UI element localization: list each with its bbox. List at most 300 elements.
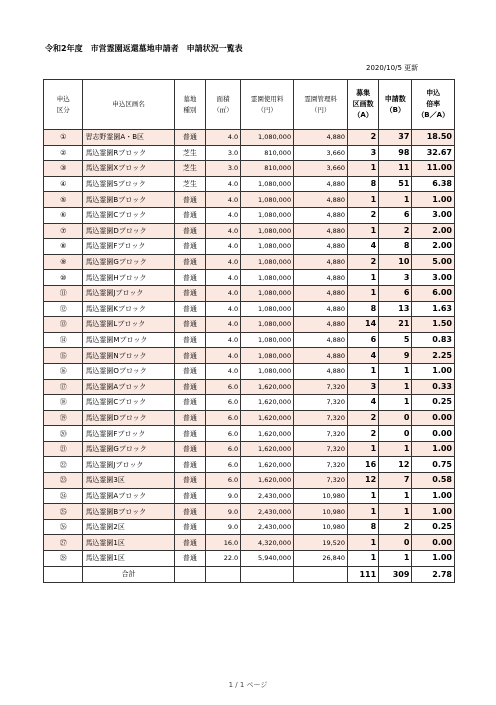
row-ratio: 11.00 [412,161,455,177]
row-mgmt: 3,660 [294,145,348,161]
table-row [44,161,455,177]
row-a: 1 [348,551,379,567]
row-no: ⑬ [44,317,83,333]
row-fee: 1,080,000 [241,223,294,239]
row-a: 1 [348,223,379,239]
row-a: 2 [348,130,379,146]
row-name: 馬込霊園Gブロック [83,441,174,457]
table-row [44,207,455,223]
row-ratio: 0.25 [412,519,455,535]
row-no: ㉖ [44,519,83,535]
row-a: 1 [348,270,379,286]
row-mgmt: 4,880 [294,192,348,208]
row-b: 1 [379,379,412,395]
table-row [44,301,455,317]
row-area: 4.0 [205,176,240,192]
row-b: 2 [379,519,412,535]
row-name: 馬込霊園Rブロック [83,145,174,161]
table-row [44,363,455,379]
row-name: 馬込霊園Dブロック [83,223,174,239]
row-b: 1 [379,488,412,504]
row-a: 1 [348,535,379,551]
row-type: 普通 [174,317,205,333]
row-area: 4.0 [205,285,240,301]
row-type: 普通 [174,504,205,520]
row-type: 普通 [174,301,205,317]
row-mgmt: 4,880 [294,332,348,348]
row-fee: 1,620,000 [241,473,294,489]
row-area: 4.0 [205,348,240,364]
row-a: 1 [348,441,379,457]
row-fee: 2,430,000 [241,488,294,504]
row-mgmt: 4,880 [294,254,348,270]
row-ratio: 0.33 [412,379,455,395]
row-name: 馬込霊園Kブロック [83,301,174,317]
total-empty-cell [294,566,348,582]
row-type: 芝生 [174,176,205,192]
row-area: 4.0 [205,130,240,146]
table-row [44,285,455,301]
row-name: 馬込霊園Jブロック [83,457,174,473]
row-name: 馬込霊園Aブロック [83,379,174,395]
row-fee: 1,620,000 [241,457,294,473]
row-ratio: 1.00 [412,441,455,457]
row-mgmt: 3,660 [294,161,348,177]
header-name: 申込区画名 [83,80,174,130]
row-b: 8 [379,239,412,255]
row-name: 馬込霊園1区 [83,551,174,567]
header-bairitsu: 申込 倍率 （B／A） [412,80,455,130]
total-empty-cell [241,566,294,582]
row-mgmt: 4,880 [294,239,348,255]
row-no: ⑳ [44,426,83,442]
row-mgmt: 7,320 [294,379,348,395]
row-fee: 810,000 [241,161,294,177]
row-area: 6.0 [205,473,240,489]
row-a: 1 [348,192,379,208]
row-no: ② [44,145,83,161]
row-mgmt: 4,880 [294,285,348,301]
row-b: 51 [379,176,412,192]
row-area: 4.0 [205,207,240,223]
row-area: 4.0 [205,270,240,286]
row-fee: 1,620,000 [241,379,294,395]
row-area: 6.0 [205,426,240,442]
row-mgmt: 7,320 [294,473,348,489]
row-ratio: 6.00 [412,285,455,301]
row-type: 普通 [174,551,205,567]
header-kubun: 申込 区分 [44,80,83,130]
row-fee: 1,080,000 [241,130,294,146]
row-ratio: 1.00 [412,504,455,520]
row-fee: 1,080,000 [241,332,294,348]
row-type: 普通 [174,488,205,504]
table-row [44,473,455,489]
row-area: 16.0 [205,535,240,551]
row-a: 1 [348,161,379,177]
row-ratio: 0.25 [412,395,455,411]
row-mgmt: 7,320 [294,395,348,411]
row-type: 普通 [174,410,205,426]
row-b: 1 [379,551,412,567]
row-a: 1 [348,363,379,379]
row-fee: 1,080,000 [241,270,294,286]
row-type: 普通 [174,519,205,535]
row-name: 馬込霊園Xブロック [83,161,174,177]
row-fee: 1,620,000 [241,426,294,442]
row-area: 4.0 [205,332,240,348]
total-a: 111 [348,566,379,582]
row-area: 22.0 [205,551,240,567]
row-mgmt: 4,880 [294,223,348,239]
header-kanriryo: 霊園管理料 （円） [294,80,348,130]
row-ratio: 0.58 [412,473,455,489]
row-name: 馬込霊園Mブロック [83,332,174,348]
row-b: 0 [379,410,412,426]
table-row [44,488,455,504]
row-type: 芝生 [174,145,205,161]
row-area: 4.0 [205,239,240,255]
row-fee: 1,080,000 [241,254,294,270]
row-ratio: 0.00 [412,426,455,442]
row-type: 普通 [174,457,205,473]
table-row [44,223,455,239]
row-no: ⑩ [44,270,83,286]
row-ratio: 2.25 [412,348,455,364]
row-ratio: 1.00 [412,192,455,208]
application-status-table [43,79,455,583]
row-type: 普通 [174,379,205,395]
table-row [44,130,455,146]
row-b: 1 [379,441,412,457]
table-row [44,317,455,333]
row-ratio: 1.00 [412,363,455,379]
row-no: ⑫ [44,301,83,317]
row-b: 1 [379,395,412,411]
row-a: 2 [348,426,379,442]
row-ratio: 2.00 [412,223,455,239]
table-row [44,348,455,364]
total-ratio: 2.78 [412,566,455,582]
row-type: 普通 [174,426,205,442]
row-b: 7 [379,473,412,489]
row-no: ⑮ [44,348,83,364]
row-ratio: 32.67 [412,145,455,161]
row-b: 1 [379,363,412,379]
row-a: 3 [348,145,379,161]
row-mgmt: 10,980 [294,519,348,535]
row-a: 3 [348,379,379,395]
row-area: 9.0 [205,519,240,535]
row-name: 馬込霊園Nブロック [83,348,174,364]
row-no: ⑧ [44,239,83,255]
row-type: 普通 [174,535,205,551]
table-row [44,504,455,520]
row-name: 馬込霊園3区 [83,473,174,489]
table-row [44,410,455,426]
row-no: ⑨ [44,254,83,270]
total-label: 合計 [83,566,174,582]
row-fee: 1,620,000 [241,441,294,457]
row-area: 4.0 [205,223,240,239]
table-header-row [44,80,455,130]
total-row [44,566,455,582]
total-empty-cell [44,566,83,582]
row-type: 普通 [174,192,205,208]
row-area: 6.0 [205,457,240,473]
header-shinsei: 申請数 （B） [379,80,412,130]
row-area: 3.0 [205,145,240,161]
row-type: 普通 [174,395,205,411]
row-type: 普通 [174,270,205,286]
row-type: 普通 [174,348,205,364]
row-b: 98 [379,145,412,161]
row-ratio: 3.00 [412,207,455,223]
table-row [44,332,455,348]
row-a: 1 [348,488,379,504]
row-area: 6.0 [205,441,240,457]
row-area: 6.0 [205,410,240,426]
row-fee: 1,080,000 [241,239,294,255]
row-mgmt: 10,980 [294,504,348,520]
row-no: ⑯ [44,363,83,379]
row-b: 10 [379,254,412,270]
row-type: 普通 [174,207,205,223]
row-fee: 1,080,000 [241,363,294,379]
row-no: ㉕ [44,504,83,520]
row-ratio: 18.50 [412,130,455,146]
row-area: 4.0 [205,363,240,379]
row-fee: 1,080,000 [241,176,294,192]
header-shubetsu: 墓地 種別 [174,80,205,130]
row-ratio: 1.50 [412,317,455,333]
row-name: 馬込霊園Gブロック [83,254,174,270]
row-no: ㉒ [44,457,83,473]
row-mgmt: 4,880 [294,348,348,364]
row-a: 6 [348,332,379,348]
row-no: ④ [44,176,83,192]
table-row [44,239,455,255]
row-no: ⑤ [44,192,83,208]
row-b: 1 [379,192,412,208]
row-area: 4.0 [205,301,240,317]
row-b: 21 [379,317,412,333]
row-no: ㉓ [44,473,83,489]
row-mgmt: 7,320 [294,410,348,426]
row-mgmt: 19,520 [294,535,348,551]
table-row [44,535,455,551]
row-type: 普通 [174,473,205,489]
row-a: 2 [348,254,379,270]
row-a: 4 [348,239,379,255]
row-fee: 1,620,000 [241,410,294,426]
row-name: 習志野霊園A・B区 [83,130,174,146]
row-name: 馬込霊園Fブロック [83,239,174,255]
row-type: 普通 [174,441,205,457]
row-no: ⑭ [44,332,83,348]
row-b: 37 [379,130,412,146]
row-name: 馬込霊園Sブロック [83,176,174,192]
row-ratio: 1.63 [412,301,455,317]
row-name: 馬込霊園Cブロック [83,207,174,223]
row-a: 8 [348,176,379,192]
row-mgmt: 10,980 [294,488,348,504]
row-fee: 1,080,000 [241,285,294,301]
row-mgmt: 4,880 [294,130,348,146]
row-ratio: 0.00 [412,410,455,426]
row-mgmt: 4,880 [294,317,348,333]
row-no: ① [44,130,83,146]
row-name: 馬込霊園Fブロック [83,426,174,442]
table-row [44,441,455,457]
row-no: ⑱ [44,395,83,411]
row-a: 8 [348,301,379,317]
row-name: 馬込霊園Hブロック [83,270,174,286]
table-row [44,145,455,161]
row-no: ⑰ [44,379,83,395]
header-menseki: 面積 （㎡） [205,80,240,130]
row-fee: 810,000 [241,145,294,161]
row-type: 普通 [174,285,205,301]
table-row [44,519,455,535]
row-mgmt: 4,880 [294,301,348,317]
row-no: ㉗ [44,535,83,551]
total-empty-cell [174,566,205,582]
row-type: 普通 [174,254,205,270]
table-row [44,176,455,192]
row-b: 12 [379,457,412,473]
row-fee: 1,080,000 [241,192,294,208]
update-date: 2020/10/5 更新 [366,64,419,72]
header-shiyoryo: 霊園使用料 （円） [241,80,294,130]
row-mgmt: 7,320 [294,426,348,442]
row-no: ㉘ [44,551,83,567]
row-no: ⑥ [44,207,83,223]
table-row [44,457,455,473]
row-a: 14 [348,317,379,333]
row-area: 9.0 [205,488,240,504]
row-name: 馬込霊園Cブロック [83,395,174,411]
row-no: ⑪ [44,285,83,301]
row-a: 4 [348,348,379,364]
row-fee: 2,430,000 [241,504,294,520]
row-b: 5 [379,332,412,348]
row-type: 普通 [174,363,205,379]
row-name: 馬込霊園Jブロック [83,285,174,301]
row-b: 3 [379,270,412,286]
row-area: 4.0 [205,317,240,333]
row-fee: 1,080,000 [241,207,294,223]
row-fee: 1,620,000 [241,395,294,411]
row-a: 16 [348,457,379,473]
row-ratio: 3.00 [412,270,455,286]
row-type: 芝生 [174,161,205,177]
row-no: ③ [44,161,83,177]
table-row [44,379,455,395]
row-name: 馬込霊園Oブロック [83,363,174,379]
row-no: ㉑ [44,441,83,457]
row-b: 11 [379,161,412,177]
row-area: 6.0 [205,379,240,395]
row-ratio: 1.00 [412,551,455,567]
table-row [44,395,455,411]
row-ratio: 0.00 [412,535,455,551]
row-b: 0 [379,426,412,442]
total-empty-cell [205,566,240,582]
row-no: ⑦ [44,223,83,239]
row-name: 馬込霊園Bブロック [83,192,174,208]
table-row [44,270,455,286]
row-name: 馬込霊園2区 [83,519,174,535]
row-mgmt: 7,320 [294,457,348,473]
row-fee: 1,080,000 [241,317,294,333]
row-a: 2 [348,410,379,426]
page-footer: 1 / 1 ページ [228,681,268,689]
row-ratio: 6.38 [412,176,455,192]
row-area: 6.0 [205,395,240,411]
row-mgmt: 4,880 [294,363,348,379]
row-b: 1 [379,504,412,520]
row-mgmt: 4,880 [294,176,348,192]
row-area: 4.0 [205,192,240,208]
row-type: 普通 [174,332,205,348]
row-ratio: 1.00 [412,488,455,504]
row-name: 馬込霊園Lブロック [83,317,174,333]
table-row [44,192,455,208]
row-fee: 2,430,000 [241,519,294,535]
row-no: ㉔ [44,488,83,504]
row-fee: 1,080,000 [241,348,294,364]
row-type: 普通 [174,130,205,146]
row-a: 1 [348,504,379,520]
row-a: 2 [348,207,379,223]
row-mgmt: 4,880 [294,270,348,286]
row-mgmt: 4,880 [294,207,348,223]
row-a: 8 [348,519,379,535]
row-a: 12 [348,473,379,489]
row-name: 馬込霊園Bブロック [83,504,174,520]
row-ratio: 0.75 [412,457,455,473]
row-no: ⑲ [44,410,83,426]
row-b: 0 [379,535,412,551]
row-type: 普通 [174,239,205,255]
row-area: 4.0 [205,254,240,270]
row-b: 9 [379,348,412,364]
table-row [44,551,455,567]
row-ratio: 0.83 [412,332,455,348]
row-b: 6 [379,207,412,223]
header-boshu: 募集 区画数 （A） [348,80,379,130]
row-type: 普通 [174,223,205,239]
row-b: 6 [379,285,412,301]
row-name: 馬込霊園1区 [83,535,174,551]
page-title: 令和2年度 市営霊園返還墓地申請者 申請状況一覧表 [45,44,243,53]
row-fee: 1,080,000 [241,301,294,317]
row-area: 3.0 [205,161,240,177]
row-ratio: 5.00 [412,254,455,270]
row-b: 2 [379,223,412,239]
row-a: 1 [348,285,379,301]
row-fee: 4,320,000 [241,535,294,551]
row-area: 9.0 [205,504,240,520]
row-name: 馬込霊園Dブロック [83,410,174,426]
row-ratio: 2.00 [412,239,455,255]
total-b: 309 [379,566,412,582]
table-row [44,426,455,442]
row-mgmt: 26,840 [294,551,348,567]
row-a: 4 [348,395,379,411]
row-b: 13 [379,301,412,317]
